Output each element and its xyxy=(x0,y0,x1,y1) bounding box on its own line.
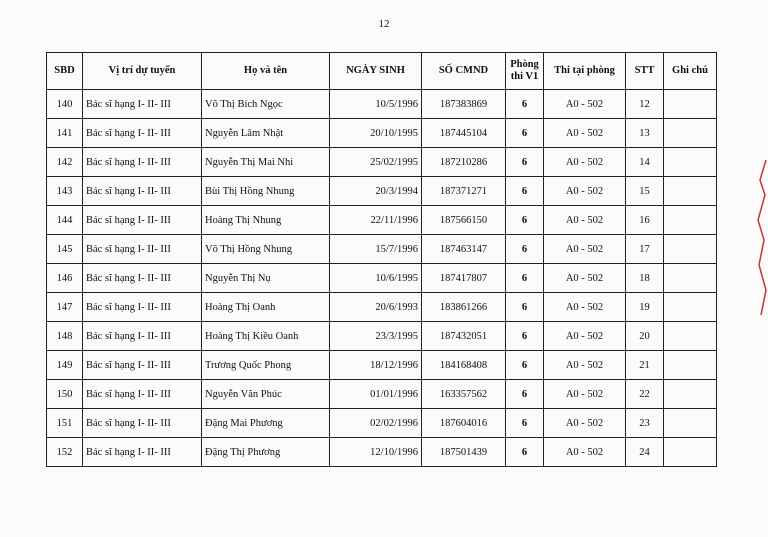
cell-stt: 15 xyxy=(626,177,664,206)
cell-stt: 22 xyxy=(626,380,664,409)
cell-position: Bác sĩ hạng I- II- III xyxy=(83,409,202,438)
table-row xyxy=(47,322,717,351)
cell-stt: 17 xyxy=(626,235,664,264)
cell-note xyxy=(664,177,717,206)
cell-position: Bác sĩ hạng I- II- III xyxy=(83,119,202,148)
cell-sbd: 152 xyxy=(47,438,83,467)
header-exam-room: Thi tại phòng xyxy=(544,53,626,90)
cell-room-v1: 6 xyxy=(506,380,544,409)
cell-dob: 25/02/1995 xyxy=(330,148,422,177)
table-header-row xyxy=(47,53,717,90)
cell-name: Nguyễn Thị Mai Nhi xyxy=(202,148,330,177)
cell-id: 187445104 xyxy=(422,119,506,148)
cell-exam-room: A0 - 502 xyxy=(544,264,626,293)
table-row xyxy=(47,177,717,206)
cell-room-v1: 6 xyxy=(506,148,544,177)
cell-dob: 02/02/1996 xyxy=(330,409,422,438)
cell-position: Bác sĩ hạng I- II- III xyxy=(83,206,202,235)
header-sbd: SBD xyxy=(47,53,83,90)
table-row xyxy=(47,293,717,322)
cell-name: Võ Thị Hồng Nhung xyxy=(202,235,330,264)
cell-name: Hoàng Thị Kiều Oanh xyxy=(202,322,330,351)
cell-dob: 15/7/1996 xyxy=(330,235,422,264)
cell-position: Bác sĩ hạng I- II- III xyxy=(83,322,202,351)
cell-sbd: 151 xyxy=(47,409,83,438)
header-dob: NGÀY SINH xyxy=(330,53,422,90)
cell-id: 184168408 xyxy=(422,351,506,380)
table-row xyxy=(47,119,717,148)
cell-dob: 20/3/1994 xyxy=(330,177,422,206)
cell-dob: 12/10/1996 xyxy=(330,438,422,467)
cell-name: Bùi Thị Hồng Nhung xyxy=(202,177,330,206)
cell-sbd: 150 xyxy=(47,380,83,409)
table-row xyxy=(47,90,717,119)
cell-note xyxy=(664,293,717,322)
cell-sbd: 145 xyxy=(47,235,83,264)
cell-position: Bác sĩ hạng I- II- III xyxy=(83,293,202,322)
cell-id: 163357562 xyxy=(422,380,506,409)
cell-room-v1: 6 xyxy=(506,119,544,148)
cell-id: 187566150 xyxy=(422,206,506,235)
cell-room-v1: 6 xyxy=(506,409,544,438)
cell-id: 187417807 xyxy=(422,264,506,293)
cell-exam-room: A0 - 502 xyxy=(544,148,626,177)
cell-name: Nguyễn Lâm Nhật xyxy=(202,119,330,148)
cell-dob: 20/10/1995 xyxy=(330,119,422,148)
cell-exam-room: A0 - 502 xyxy=(544,380,626,409)
cell-room-v1: 6 xyxy=(506,90,544,119)
cell-note xyxy=(664,90,717,119)
cell-name: Trương Quốc Phong xyxy=(202,351,330,380)
cell-room-v1: 6 xyxy=(506,235,544,264)
cell-position: Bác sĩ hạng I- II- III xyxy=(83,380,202,409)
cell-exam-room: A0 - 502 xyxy=(544,322,626,351)
cell-note xyxy=(664,409,717,438)
cell-note xyxy=(664,322,717,351)
cell-dob: 10/5/1996 xyxy=(330,90,422,119)
cell-exam-room: A0 - 502 xyxy=(544,177,626,206)
header-name: Họ và tên xyxy=(202,53,330,90)
cell-stt: 20 xyxy=(626,322,664,351)
cell-room-v1: 6 xyxy=(506,206,544,235)
table-row xyxy=(47,264,717,293)
cell-position: Bác sĩ hạng I- II- III xyxy=(83,90,202,119)
cell-stt: 24 xyxy=(626,438,664,467)
cell-name: Hoàng Thị Oanh xyxy=(202,293,330,322)
cell-room-v1: 6 xyxy=(506,177,544,206)
cell-sbd: 146 xyxy=(47,264,83,293)
cell-sbd: 144 xyxy=(47,206,83,235)
table-row xyxy=(47,409,717,438)
header-stt: STT xyxy=(626,53,664,90)
cell-stt: 21 xyxy=(626,351,664,380)
cell-note xyxy=(664,235,717,264)
header-note: Ghi chú xyxy=(664,53,717,90)
cell-id: 187210286 xyxy=(422,148,506,177)
cell-dob: 20/6/1993 xyxy=(330,293,422,322)
cell-stt: 16 xyxy=(626,206,664,235)
cell-position: Bác sĩ hạng I- II- III xyxy=(83,235,202,264)
cell-note xyxy=(664,206,717,235)
cell-note xyxy=(664,380,717,409)
cell-exam-room: A0 - 502 xyxy=(544,119,626,148)
page-number: 12 xyxy=(378,18,390,30)
header-room-v1: Phòng thi V1 xyxy=(506,53,544,90)
header-position: Vị trí dự tuyển xyxy=(83,53,202,90)
cell-position: Bác sĩ hạng I- II- III xyxy=(83,177,202,206)
cell-note xyxy=(664,148,717,177)
table-row xyxy=(47,351,717,380)
table-row xyxy=(47,438,717,467)
cell-note xyxy=(664,264,717,293)
cell-id: 187383869 xyxy=(422,90,506,119)
cell-room-v1: 6 xyxy=(506,322,544,351)
cell-id: 187501439 xyxy=(422,438,506,467)
cell-position: Bác sĩ hạng I- II- III xyxy=(83,264,202,293)
cell-dob: 18/12/1996 xyxy=(330,351,422,380)
cell-stt: 23 xyxy=(626,409,664,438)
cell-sbd: 143 xyxy=(47,177,83,206)
candidate-table xyxy=(46,52,717,467)
cell-name: Nguyễn Văn Phúc xyxy=(202,380,330,409)
cell-sbd: 140 xyxy=(47,90,83,119)
cell-dob: 10/6/1995 xyxy=(330,264,422,293)
edge-stamp-mark xyxy=(754,150,768,330)
cell-name: Hoàng Thị Nhung xyxy=(202,206,330,235)
cell-position: Bác sĩ hạng I- II- III xyxy=(83,438,202,467)
cell-position: Bác sĩ hạng I- II- III xyxy=(83,148,202,177)
header-id: SỐ CMND xyxy=(422,53,506,90)
cell-stt: 18 xyxy=(626,264,664,293)
cell-name: Nguyễn Thị Nụ xyxy=(202,264,330,293)
cell-id: 183861266 xyxy=(422,293,506,322)
cell-sbd: 142 xyxy=(47,148,83,177)
table-row xyxy=(47,148,717,177)
cell-exam-room: A0 - 502 xyxy=(544,409,626,438)
cell-id: 187463147 xyxy=(422,235,506,264)
cell-sbd: 148 xyxy=(47,322,83,351)
cell-dob: 01/01/1996 xyxy=(330,380,422,409)
cell-exam-room: A0 - 502 xyxy=(544,438,626,467)
cell-room-v1: 6 xyxy=(506,438,544,467)
cell-id: 187604016 xyxy=(422,409,506,438)
cell-name: Võ Thị Bích Ngọc xyxy=(202,90,330,119)
cell-position: Bác sĩ hạng I- II- III xyxy=(83,351,202,380)
cell-id: 187432051 xyxy=(422,322,506,351)
cell-dob: 22/11/1996 xyxy=(330,206,422,235)
cell-id: 187371271 xyxy=(422,177,506,206)
table-row xyxy=(47,380,717,409)
table-row xyxy=(47,206,717,235)
cell-room-v1: 6 xyxy=(506,293,544,322)
cell-sbd: 141 xyxy=(47,119,83,148)
cell-stt: 13 xyxy=(626,119,664,148)
cell-note xyxy=(664,119,717,148)
cell-stt: 19 xyxy=(626,293,664,322)
cell-note xyxy=(664,351,717,380)
cell-sbd: 149 xyxy=(47,351,83,380)
cell-room-v1: 6 xyxy=(506,264,544,293)
cell-exam-room: A0 - 502 xyxy=(544,351,626,380)
cell-exam-room: A0 - 502 xyxy=(544,90,626,119)
cell-name: Đặng Thị Phương xyxy=(202,438,330,467)
cell-dob: 23/3/1995 xyxy=(330,322,422,351)
cell-exam-room: A0 - 502 xyxy=(544,206,626,235)
cell-exam-room: A0 - 502 xyxy=(544,293,626,322)
cell-note xyxy=(664,438,717,467)
cell-sbd: 147 xyxy=(47,293,83,322)
table-row xyxy=(47,235,717,264)
cell-stt: 14 xyxy=(626,148,664,177)
cell-name: Đặng Mai Phương xyxy=(202,409,330,438)
cell-room-v1: 6 xyxy=(506,351,544,380)
cell-stt: 12 xyxy=(626,90,664,119)
cell-exam-room: A0 - 502 xyxy=(544,235,626,264)
